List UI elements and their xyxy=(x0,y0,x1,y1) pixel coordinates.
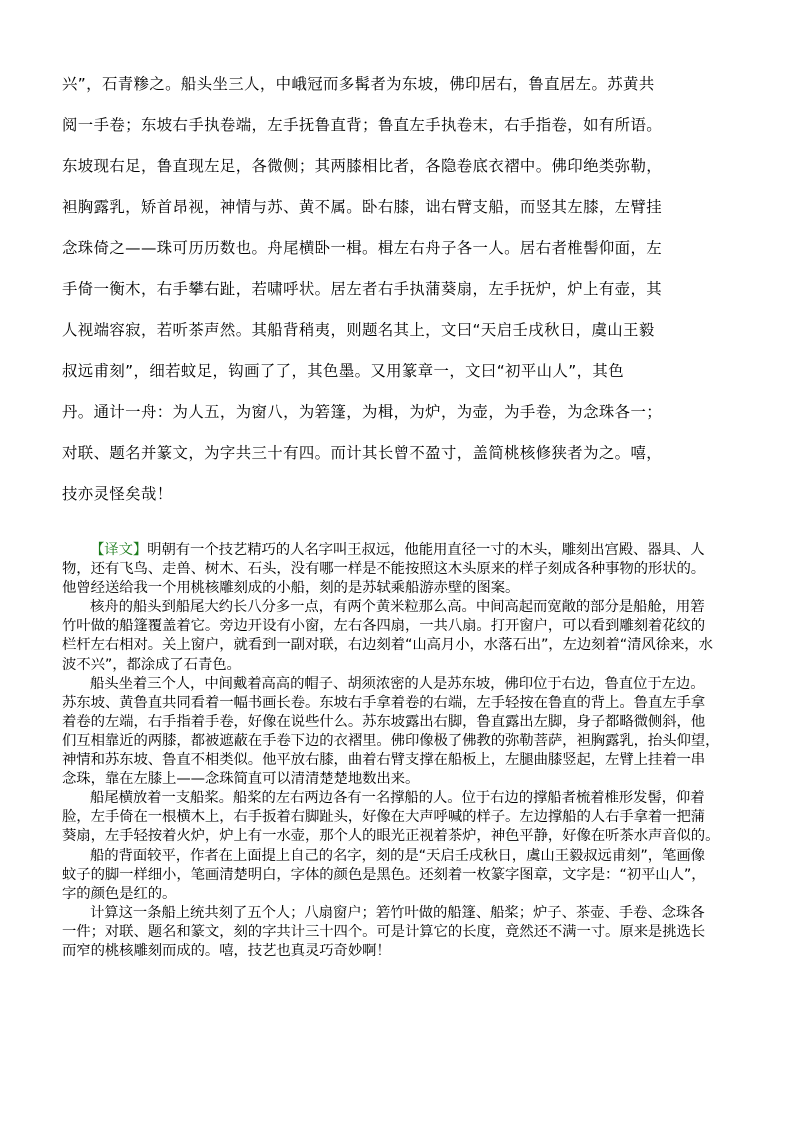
translation-label: 【译文】 xyxy=(90,542,148,558)
text-line: 对联、题名并篆文，为字共三十有四。而计其长曾不盈寸，盖简桃核修狭者为之。嘻， xyxy=(62,444,663,462)
text-line: 丹。通计一舟：为人五，为窗八，为箬篷，为楫，为炉，为壶，为手卷，为念珠各一； xyxy=(62,403,663,421)
translation-line: 船的背面较平，作者在上面提上自己的名字，刻的是“天启壬戌秋日，虞山王毅叔远甫刻”，笔画像 xyxy=(90,847,705,864)
text-line: 袒胸露乳，矫首昂视，神情与苏、黄不属。卧右膝，诎右臂支船，而竖其左膝，左臂挂 xyxy=(62,198,663,216)
translation-line: 船尾横放着一支船桨。船桨的左右两边各有一名撑船的人。位于右边的撑船者梳着椎形发髻，仰着 xyxy=(90,790,705,807)
translation-line: 着卷的左端，右手指着手卷，好像在说些什么。苏东坡露出右脚，鲁直露出左脚，身子都略微侧斜，他 xyxy=(62,713,706,730)
translation-line: 脸，左手倚在一根横木上，右手扳着右脚趾头，好像在大声呼喊的样子。左边撑船的人右手拿着一把蒲 xyxy=(62,809,706,826)
translation-line: 字的颜色是红的。 xyxy=(62,885,177,902)
translation-line: 竹叶做的船篷覆盖着它。旁边开设有小窗，左右各四扇，一共八扇。打开窗户，可以看到雕刻着花纹的 xyxy=(62,618,706,635)
translation-line: 葵扇，左手轻按着火炉，炉上有一水壶，那个人的眼光正视着茶炉，神色平静，好像在听茶水声音似的。 xyxy=(62,828,720,845)
text-line: 技亦灵怪矣哉！ xyxy=(62,485,173,503)
text-line: 手倚一衡木，右手攀右趾，若啸呼状。居左者右手执蒲葵扇，左手抚炉，炉上有壶，其 xyxy=(62,280,663,298)
text-line: 兴”，石青糁之。船头坐三人，中峨冠而多髯者为东坡，佛印居右，鲁直居左。苏黄共 xyxy=(62,75,655,93)
translation-first-line-text: 明朝有一个技艺精巧的人名字叫王叔远，他能用直径一寸的木头，雕刻出宫殿、器具、人 xyxy=(147,542,705,558)
classical-text xyxy=(62,64,742,515)
translation-line: 念珠，靠在左膝上——念珠简直可以清清楚楚地数出来。 xyxy=(62,771,420,788)
text-line: 叔远甫刻”，细若蚊足，钩画了了，其色墨。又用篆章一，文曰“初平山人”，其色 xyxy=(62,362,625,380)
translation-line: 栏杆左右相对。关上窗户，就看到一副对联，右边刻着“山高月小，水落石出”，左边刻着“清风徐来，水 xyxy=(62,637,713,654)
translation-line: 而窄的桃核雕刻而成的。嘻，技艺也真灵巧奇妙啊！ xyxy=(62,942,391,959)
text-line: 念珠倚之——珠可历历数也。舟尾横卧一楫。楫左右舟子各一人。居右者椎髻仰面，左 xyxy=(62,239,663,257)
translation-line: 他曾经送给我一个用桃核雕刻成的小船，刻的是苏轼乘船游赤壁的图案。 xyxy=(62,580,520,597)
translation-line: 波不兴”，都涂成了石青色。 xyxy=(62,656,241,673)
translation-line: 船头坐着三个人，中间戴着高高的帽子、胡须浓密的人是苏东坡，佛印位于右边，鲁直位于左边。 xyxy=(90,675,705,692)
translation-line: 物，还有飞鸟、走兽、树木、石头，没有哪一样是不能按照这木头原来的样子刻成各种事物的形状的。 xyxy=(62,561,706,578)
text-line: 阅一手卷；东坡右手执卷端，左手抚鲁直背；鲁直左手执卷末，右手指卷，如有所语。 xyxy=(62,116,663,134)
translation-section xyxy=(62,541,750,961)
translation-line: 苏东坡、黄鲁直共同看着一幅书画长卷。东坡右手拿着卷的右端，左手轻按在鲁直的背上。鲁直左手拿 xyxy=(62,694,706,711)
translation-first-line xyxy=(62,541,750,560)
translation-line: 神情和苏东坡、鲁直不相类似。他平放右膝，曲着右臂支撑在船板上，左腿曲膝竖起，左臂上挂着一串 xyxy=(62,752,706,769)
text-line: 东坡现右足，鲁直现左足，各微侧；其两膝相比者，各隐卷底衣褶中。佛印绝类弥勒， xyxy=(62,157,663,175)
translation-line: 们互相靠近的两膝，都被遮蔽在手卷下边的衣褶里。佛印像极了佛教的弥勒菩萨，袒胸露乳，抬头仰望， xyxy=(62,732,720,749)
translation-line: 蚊子的脚一样细小，笔画清楚明白，字体的颜色是黑色。还刻着一枚篆字图章，文字是：“初平山人”， xyxy=(62,866,706,883)
translation-line: 核舟的船头到船尾大约长八分多一点，有两个黄米粒那么高。中间高起而宽敞的部分是船舱，用箬 xyxy=(90,599,705,616)
translation-line: 一件；对联、题名和篆文，刻的字共计三十四个。可是计算它的长度，竟然还不满一寸。原来是挑选长 xyxy=(62,923,706,940)
translation-line: 计算这一条船上统共刻了五个人；八扇窗户；箬竹叶做的船篷、船桨；炉子、茶壶、手卷、念珠各 xyxy=(90,904,705,921)
text-line: 人视端容寂，若听茶声然。其船背稍夷，则题名其上，文曰“天启壬戌秋日，虞山王毅 xyxy=(62,321,655,339)
